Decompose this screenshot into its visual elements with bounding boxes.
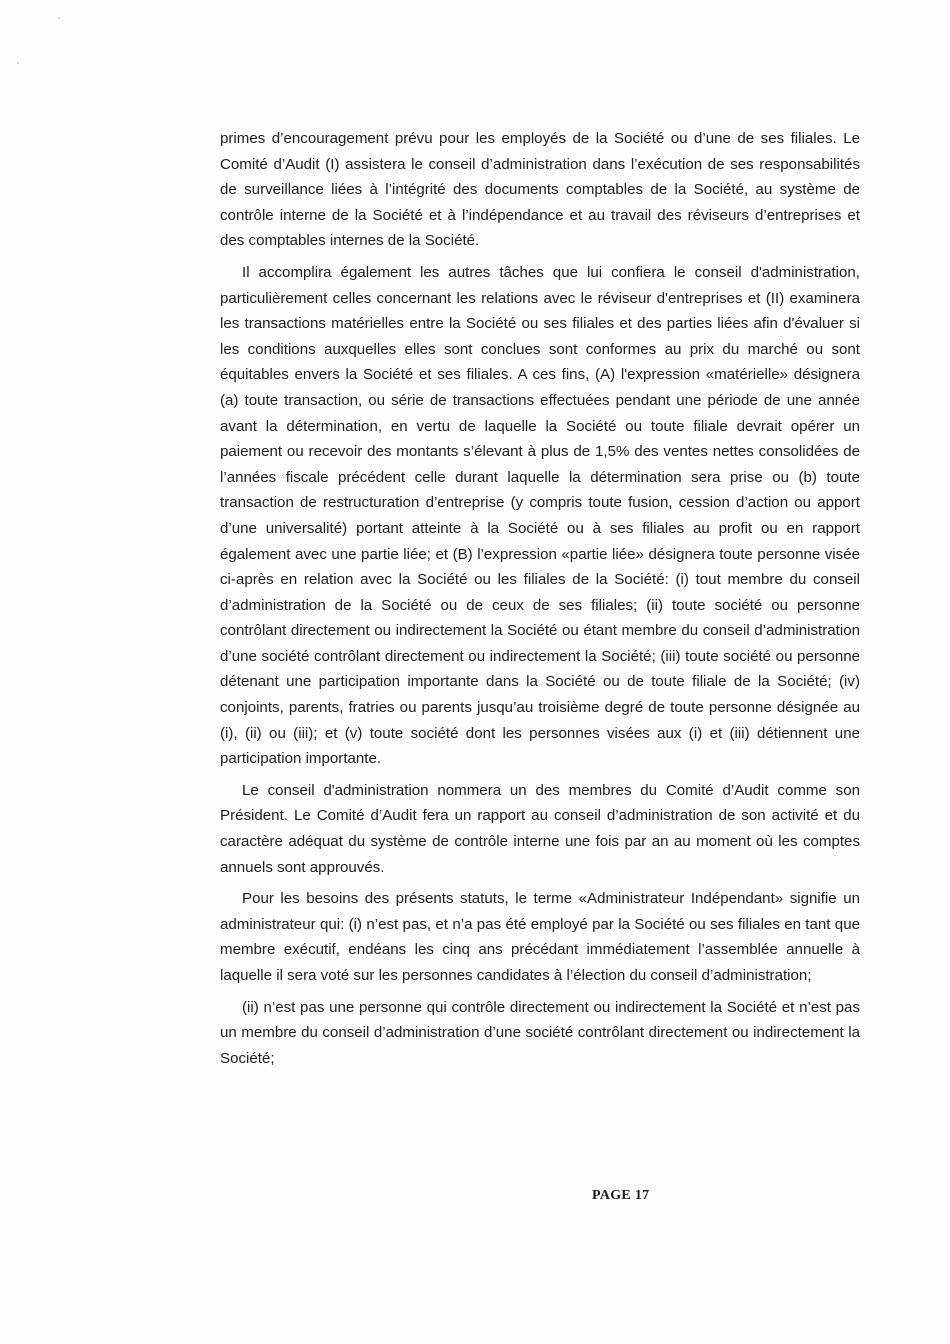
paragraph: Le conseil d'administration nommera un des membres du Comité d’Audit comme son Président. Le Comité d’Audit fera un rapport au conseil d’administration de son activité et du caractère adéquat du système de contrôle interne une fois par an au moment où les comptes annuels sont approuvés.	[220, 781, 860, 876]
body-text	[220, 126, 860, 1077]
paragraph-continuation: primes d’encouragement prévu pour les employés de la Société ou d’une de ses filiales. Le Comité d’Audit (I) assistera le conseil d’administration dans l’exécution de ses responsabilités de surveillance liées à l’intégrité des documents comptables de la Société, au système de contrôle interne de la Société et à l’indépendance et au travail des réviseurs d’entreprises et des comptables internes de la Société.	[220, 130, 860, 250]
scan-speck	[17, 62, 19, 64]
paragraph: (ii) n’est pas une personne qui contrôle directement ou indirectement la Société et n’est pas un membre du conseil d’administration d’une société contrôlant directement ou indirectement la Société;	[220, 998, 860, 1067]
paragraph: Pour les besoins des présents statuts, le terme «Administrateur Indépendant» signifie un administrateur qui: (i) n’est pas, et n’a pas été employé par la Société ou ses filiales en tant que membre exécutif, endéans les cinq ans précédant immédiatement l’assemblée annuelle à laquelle il sera voté sur les personnes candidates à l’élection du conseil d’administration;	[220, 890, 860, 984]
page-number: PAGE 17	[592, 1188, 650, 1203]
scan-speck	[58, 17, 60, 19]
paragraph: Il accomplira également les autres tâches que lui confiera le conseil d'administration, particulièrement celles concernant les relations avec le réviseur d'entreprises et (II) examinera les transactions matérielles entre la Société ou ses filiales et des parties liées afin d'évaluer si les conditions auxquelles elles sont conclues sont conformes au prix du marché ou sont équitables envers la Société et ses filiales. A ces fins, (A) l'expression «matérielle» désignera (a) toute transaction, ou série de transactions effectuées pendant une période de une année avant la détermination, en vertu de laquelle la Société ou toute filiale devrait opérer un paiement ou recevoir des montants s’élevant à plus de 1,5% des ventes nettes consolidées de l’années fiscale précédent celle durant laquelle la détermination sera prise ou (b) toute transaction de restructuration d’entreprise (y compris toute fusion, cession d’action ou apport d’une universalité) portant atteinte à la Société ou à ses filiales au profit ou en rapport également avec une partie liée; et (B) l’expression «partie liée» désignera toute personne visée ci-après en relation avec la Société ou les filiales de la Société: (i) tout membre du conseil d’administration de la Société ou de ceux de ses filiales; (ii) toute société ou personne contrôlant directement ou indirectement la Société ou étant membre du conseil d’administration d’une société contrôlant directement ou indirectement la Société; (iii) toute société ou personne détenant une participation importante dans la Société ou de toute filiale de la Société; (iv) conjoints, parents, fratries ou parents jusqu’au troisième degré de toute personne désignée au (i), (ii) ou (iii); et (v) toute société dont les personnes visées aux (i) et (iii) détiennent une participation importante.	[220, 263, 860, 768]
